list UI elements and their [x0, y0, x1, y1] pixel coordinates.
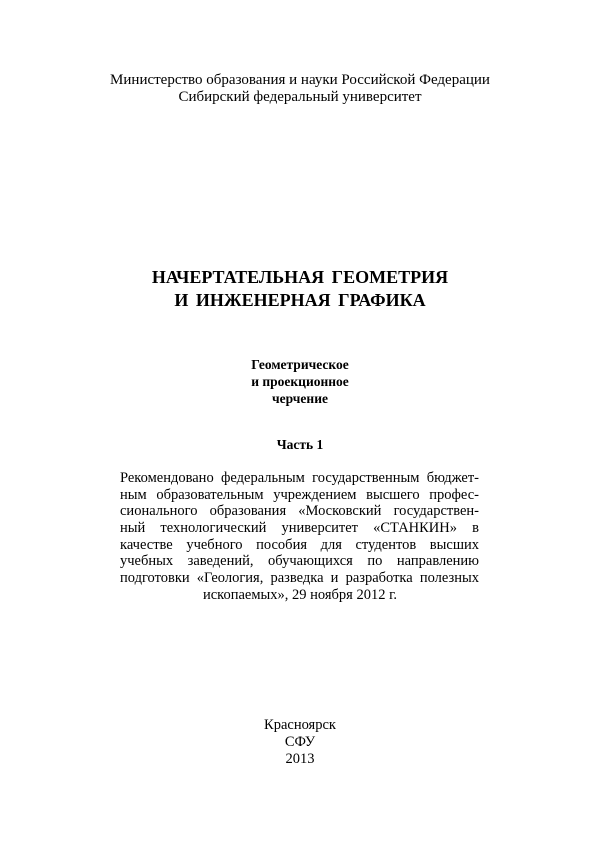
publisher: СФУ	[284, 734, 316, 750]
city: Красноярск	[264, 717, 336, 733]
recommendation-line: ный технологический университет «СТАНКИН» в	[120, 520, 479, 536]
recommendation-line: качестве учебного пособия для студентов высших	[120, 537, 479, 553]
recommendation-line: ным образовательным учреждением высшего профес-	[120, 487, 479, 503]
subtitle-line-1: Геометрическое	[251, 357, 349, 372]
subtitle-line-2: и проекционное	[251, 374, 349, 389]
recommendation-line: подготовки «Геология, разведка и разработка полезных	[120, 570, 479, 586]
part-number: Часть 1	[276, 437, 324, 452]
university-name: Сибирский федеральный университет	[178, 89, 422, 105]
title-line-1: НАЧЕРТАТЕЛЬНАЯ ГЕОМЕТРИЯ	[151, 267, 449, 287]
title-line-2: И ИНЖЕНЕРНАЯ ГРАФИКА	[174, 290, 426, 310]
recommendation-line: Рекомендовано федеральным государственным бюджет-	[120, 470, 479, 486]
recommendation-line: сионального образования «Московский государствен-	[120, 503, 479, 519]
recommendation-line: ископаемых», 29 ноября 2012 г.	[202, 587, 398, 603]
recommendation-line: учебных заведений, обучающихся по направлению	[120, 553, 479, 569]
subtitle-line-3: черчение	[272, 391, 328, 406]
ministry-name: Министерство образования и науки Российской Федерации	[110, 72, 490, 88]
year: 2013	[285, 751, 315, 767]
